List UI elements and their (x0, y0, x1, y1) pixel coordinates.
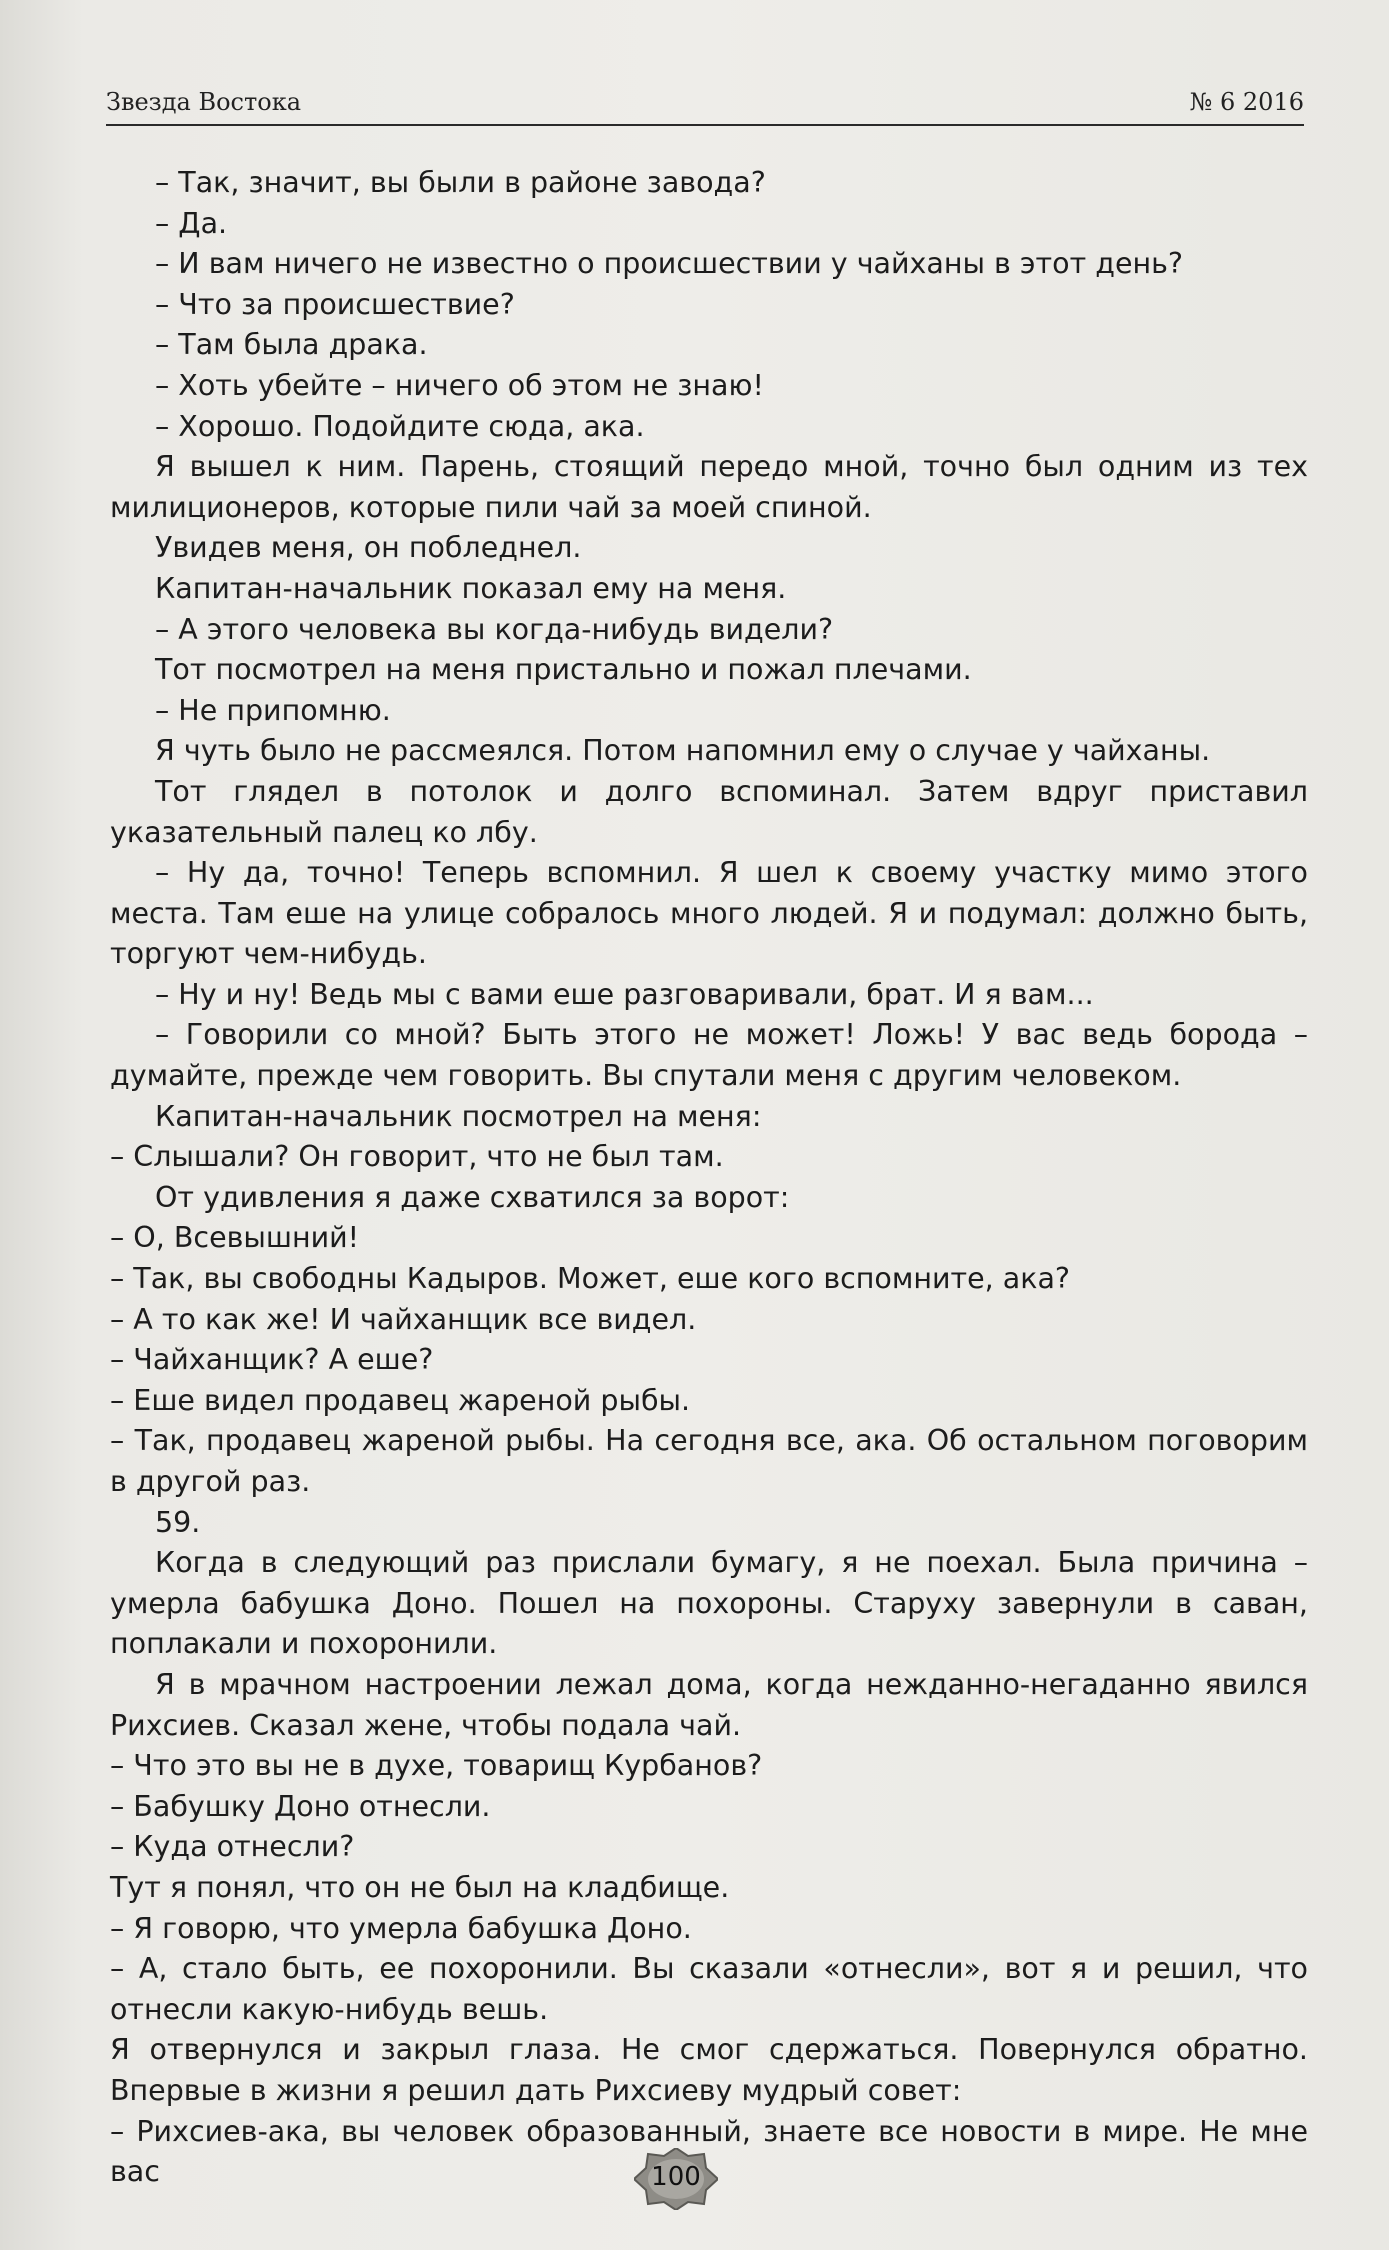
paragraph: От удивления я даже схватился за ворот: (155, 1180, 790, 1214)
paragraph: – Рихсиев-ака, вы человек образованный, знаете все новости в мире. Не мне вас (110, 2114, 1308, 2189)
paragraph: – Говорили со мной? Быть этого не может! Ложь! У вас ведь борода – думайте, прежде чем говорить. Вы спутали меня с другим человеком. (110, 1018, 1308, 1093)
paragraph: – Что за происшествие? (155, 287, 515, 321)
page-footer (0, 2148, 1389, 2210)
paragraph: Я вышел к ним. Парень, стоящий передо мной, точно был одним из тех милиционеров, которые пили чай за моей спиной. (110, 450, 1308, 524)
page-number: 100 (651, 2162, 701, 2192)
paragraph: – Что это вы не в духе, товарищ Курбанов? (110, 1749, 763, 1783)
paragraph: – Бабушку Доно отнесли. (110, 1789, 491, 1823)
paragraph: Я в мрачном настроении лежал дома, когда нежданно-негаданно явился Рихсиев. Сказал жене, чтобы подала чай. (110, 1667, 1308, 1742)
paragraph: Я отвернулся и закрыл глаза. Не смог сдержаться. Повернулся обратно. Впервые в жизни я решил дать Рихсиеву мудрый совет: (110, 2033, 1308, 2107)
paragraph: Я чуть было не рассмеялся. Потом напомнил ему о случае у чайханы. (155, 734, 1211, 768)
paragraph: Капитан-начальник показал ему на меня. (155, 571, 787, 605)
paragraph: Тот посмотрел на меня пристально и пожал плечами. (155, 653, 972, 687)
paragraph: Тут я понял, что он не был на кладбище. (110, 1870, 730, 1904)
paragraph: – Не припомню. (155, 693, 391, 727)
paragraph: – Еше видел продавец жареной рыбы. (110, 1383, 691, 1417)
paragraph: – А, стало быть, ее похоронили. Вы сказали «отнесли», вот я и решил, что отнесли какую-нибудь вешь. (110, 1952, 1308, 2026)
paragraph: – Так, значит, вы были в районе завода? (155, 166, 766, 199)
paragraph: – Хоть убейте – ничего об этом не знаю! (155, 368, 764, 402)
body-text (110, 163, 1308, 2193)
paragraph: – Там была драка. (155, 328, 428, 362)
paragraph: Тот глядел в потолок и долго вспоминал. Затем вдруг приставил указательный палец ко лбу. (110, 774, 1308, 849)
issue-number: № 6 2016 (1189, 88, 1304, 116)
journal-title: Звезда Востока (106, 88, 302, 116)
paragraph: – О, Всевышний! (110, 1221, 360, 1255)
paragraph: – Ну и ну! Ведь мы с вами еше разговаривали, брат. И я вам... (155, 977, 1094, 1011)
paragraph: Капитан-начальник посмотрел на меня: (155, 1099, 762, 1133)
paragraph: – Хорошо. Подойдите сюда, ака. (155, 409, 645, 443)
paragraph: – Ну да, точно! Теперь вспомнил. Я шел к своему участку мимо этого места. Там еше на улице собралось много людей. Я и подумал: должно быть, торгуют чем-нибудь. (110, 856, 1308, 971)
paragraph: – Чайханщик? А еше? (110, 1343, 434, 1377)
paragraph: – Да. (155, 206, 228, 240)
paragraph: Увидев меня, он побледнел. (155, 531, 582, 565)
paragraph: 59. (155, 1505, 201, 1539)
running-header (106, 84, 1304, 126)
paragraph: – А этого человека вы когда-нибудь видели? (155, 612, 834, 646)
paragraph: – Я говорю, что умерла бабушка Доно. (110, 1911, 692, 1945)
paragraph: – Слышали? Он говорит, что не был там. (110, 1140, 724, 1174)
paragraph: – И вам ничего не известно о происшествии у чайханы в этот день? (155, 247, 1184, 281)
paragraph: – Куда отнесли? (110, 1830, 355, 1864)
paragraph: – А то как же! И чайханщик все видел. (110, 1302, 697, 1336)
paragraph: – Так, продавец жареной рыбы. На сегодня все, ака. Об остальном поговорим в другой раз. (110, 1424, 1308, 1498)
paragraph: Когда в следующий раз прислали бумагу, я не поехал. Была причина – умерла бабушка Доно. Пошел на похороны. Старуху завернули в саван, поплакали и похоронили. (110, 1546, 1308, 1661)
paragraph: – Так, вы свободны Кадыров. Может, еше кого вспомните, ака? (110, 1262, 1071, 1296)
